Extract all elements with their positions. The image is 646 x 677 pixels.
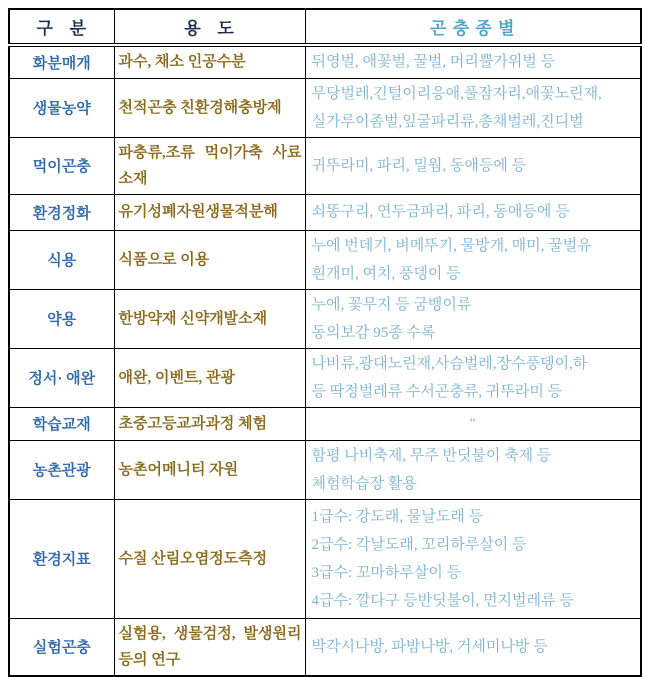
- insect-line: 1급수: 강도래, 물날도래 등: [311, 508, 484, 525]
- header-use: 용 도: [114, 9, 305, 45]
- insect-line: 귀뚜라미, 파리, 밀웜, 동애등에 등: [311, 157, 527, 174]
- insect-line: 누에 번데기, 벼메뚜기, 물방개, 매미, 꿀벌유: [311, 237, 592, 254]
- insect-types-cell: [305, 499, 641, 618]
- insect-line: 누에, 꽃무지 등 굼뱅이류: [311, 296, 472, 313]
- use-cell: 천적곤충 친환경해충방제: [114, 78, 305, 137]
- insect-line: 나비류,광대노린재,사슴벌레,장수풍뎅이,하: [311, 355, 588, 372]
- category-cell: 약용: [9, 289, 114, 348]
- use-cell: 초중고등교과과정 체험: [114, 407, 305, 440]
- insect-types-cell: [305, 78, 641, 137]
- use-cell: 농촌어메니티 자원: [114, 440, 305, 499]
- header-category: 구 분: [9, 9, 114, 45]
- insect-line: 무당벌레,긴털이리응애,풀잠자리,애꽃노린재,: [311, 85, 602, 102]
- category-cell: 학습교재: [9, 407, 114, 440]
- table-row: [9, 45, 641, 78]
- insect-usage-table: [8, 8, 642, 677]
- category-cell: 농촌관광: [9, 440, 114, 499]
- insect-line: 3급수: 꼬마하루살이 등: [311, 564, 462, 581]
- table-row: [9, 230, 641, 289]
- insect-types-cell: [305, 45, 641, 78]
- insect-line: 박각시나방, 파밤나방, 거세미나방 등: [311, 638, 548, 655]
- table-row: [9, 289, 641, 348]
- category-cell: 정서· 애완: [9, 348, 114, 407]
- insect-line: 흰개미, 여치, 풍뎅이 등: [311, 265, 461, 282]
- insect-line: 체험학습장 활용: [311, 475, 417, 492]
- use-cell: 유기성폐자원생물적분해: [114, 194, 305, 230]
- category-cell: 환경지표: [9, 499, 114, 618]
- insect-types-cell: [305, 440, 641, 499]
- category-cell: 생물농약: [9, 78, 114, 137]
- header-insect-types: 곤 충 종 별: [305, 9, 641, 45]
- insect-types-cell: [305, 194, 641, 230]
- insect-line: ″: [469, 415, 476, 432]
- category-cell: 먹이곤충: [9, 137, 114, 194]
- insect-line: 쇠똥구리, 연두금파리, 파리, 동애등에 등: [311, 204, 570, 220]
- category-cell: 화분매개: [9, 45, 114, 78]
- insect-line: 실가루이좀벌,잎굴파리류,총채벌레,진디벌: [311, 113, 584, 130]
- use-cell: 실험용, 생물검정, 발생원리 등의 연구: [114, 618, 305, 676]
- insect-line: 동의보감 95종 수록: [311, 324, 436, 341]
- table-row: [9, 618, 641, 676]
- use-cell: 파충류,조류 먹이가축 사료소재: [114, 137, 305, 194]
- use-cell: 수질 산림오염정도측정: [114, 499, 305, 618]
- use-cell: 한방약재 신약개발소재: [114, 289, 305, 348]
- insect-types-cell: [305, 289, 641, 348]
- insect-line: 뒤영벌, 애꽃벌, 꿀벌, 머리뿔가위벌 등: [311, 54, 556, 71]
- insect-usage-table-wrap: [8, 8, 642, 677]
- insect-line: 함평 나비축제, 무주 반딧불이 축제 등: [311, 447, 552, 464]
- insect-line: 등 딱정벌레류 수서곤충류, 귀뚜라미 등: [311, 383, 563, 400]
- table-row: [9, 440, 641, 499]
- category-cell: 실험곤충: [9, 618, 114, 676]
- insect-types-cell: [305, 407, 641, 440]
- insect-line: 2급수: 각날도래, 꼬리하루살이 등: [311, 536, 527, 553]
- header-row: [9, 9, 641, 45]
- use-cell: 애완, 이벤트, 관광: [114, 348, 305, 407]
- table-row: [9, 78, 641, 137]
- insect-types-cell: [305, 230, 641, 289]
- table-row: [9, 194, 641, 230]
- category-cell: 식용: [9, 230, 114, 289]
- insect-line: 4급수: 깔다구 등반딧불이, 먼지벌레류 등: [311, 592, 574, 609]
- table-row: [9, 137, 641, 194]
- insect-types-cell: [305, 137, 641, 194]
- use-cell: 식품으로 이용: [114, 230, 305, 289]
- table-row: [9, 348, 641, 407]
- insect-types-cell: [305, 348, 641, 407]
- use-cell: 과수, 채소 인공수분: [114, 45, 305, 78]
- table-row: [9, 499, 641, 618]
- table-row: [9, 407, 641, 440]
- category-cell: 환경정화: [9, 194, 114, 230]
- insect-types-cell: [305, 618, 641, 676]
